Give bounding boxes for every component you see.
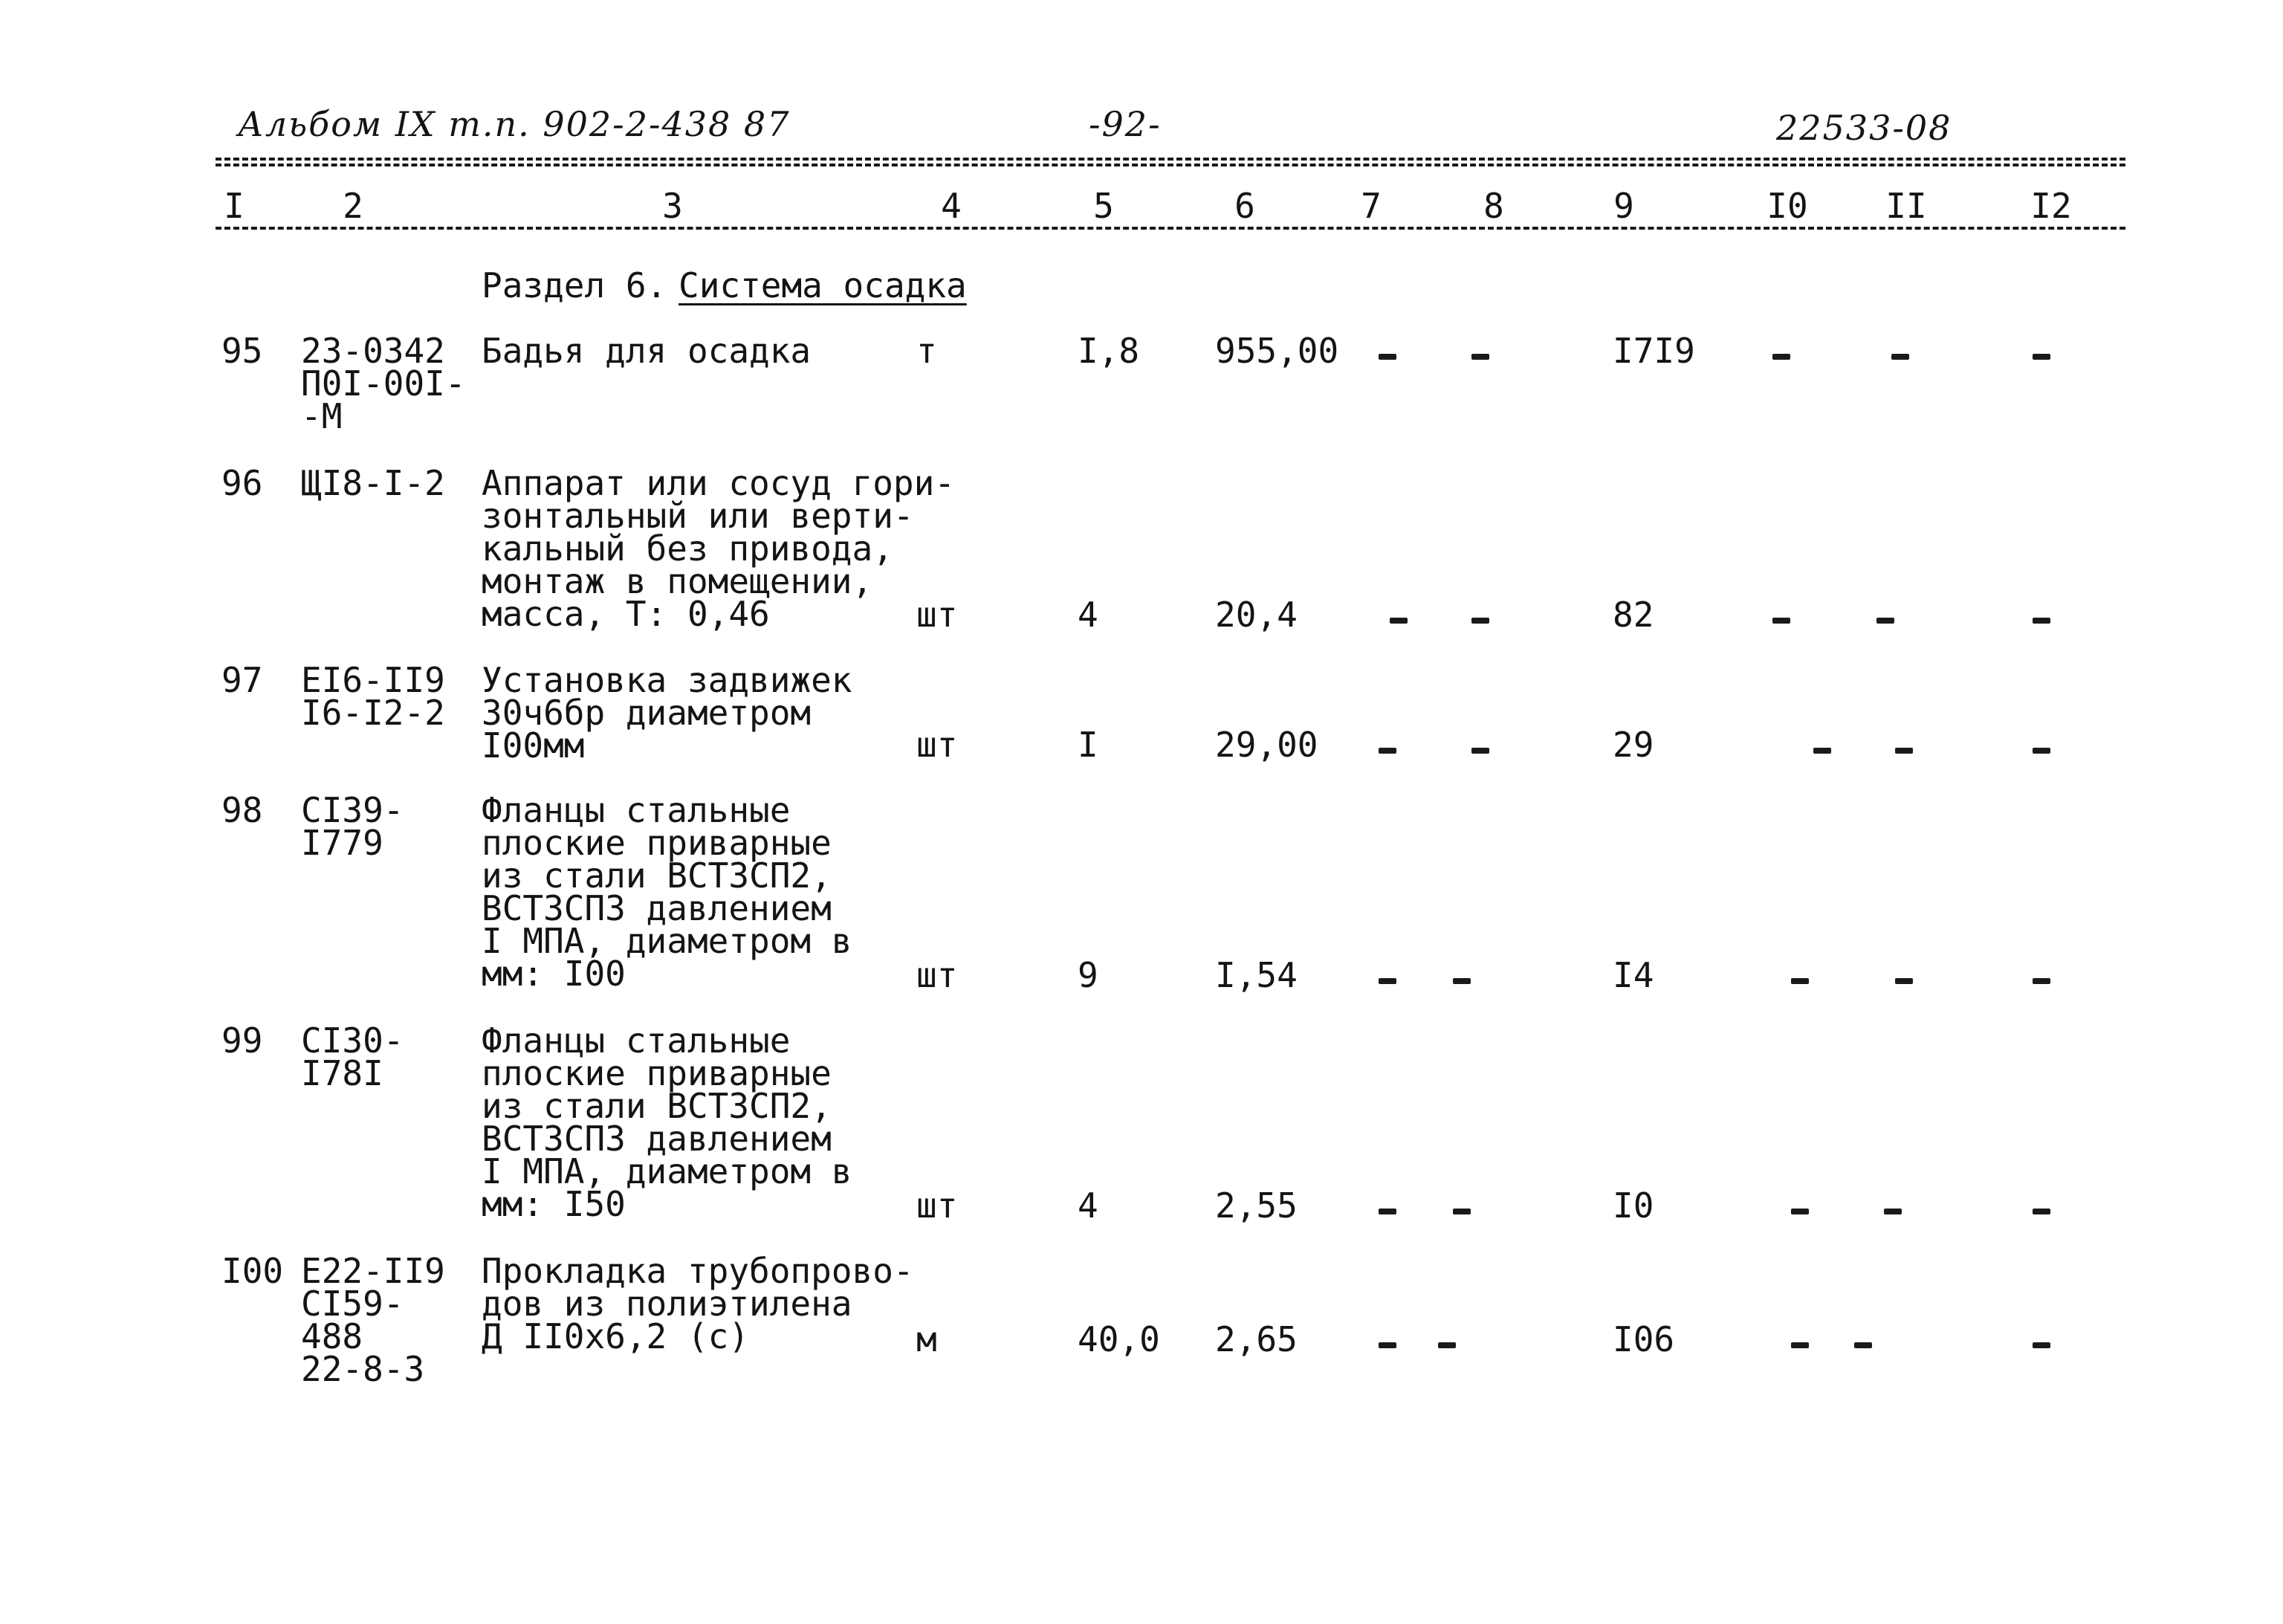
row-description: Бадья для осадка [482,331,812,371]
column-header-rule [216,227,2125,230]
row-col12-empty [2033,618,2050,624]
row-col11-empty [1891,354,1909,360]
row-total: I7I9 [1613,331,1695,371]
row-col10-empty [1791,978,1809,984]
row-total: 82 [1613,595,1654,635]
row-code: Е22-II9 СI59- 488 22-8-3 [301,1251,445,1389]
row-price: 2,65 [1215,1319,1298,1359]
row-total: I4 [1613,955,1654,995]
column-number: I0 [1767,186,1808,226]
row-col12-empty [2033,978,2050,984]
row-description: Фланцы стальные плоские приварные из стали ВСТ3СП2, ВСТ3СП3 давлением I МПА, диаметром в мм: I50 [482,1020,852,1224]
row-col7-empty [1379,1342,1396,1348]
row-number: 95 [221,331,263,371]
row-code: СI39- I779 [301,790,404,863]
row-col12-empty [2033,1209,2050,1214]
row-total: 29 [1613,725,1654,765]
page-number: -92- [1089,104,1162,144]
row-col7-empty [1390,618,1408,624]
row-col8-empty [1453,1209,1471,1214]
row-col8-empty [1453,978,1471,984]
section-prefix: Раздел 6. [482,265,667,305]
row-number: 96 [221,463,263,503]
column-number: I [224,186,245,226]
document-code: 22533-08 [1776,108,1952,148]
row-description: Аппарат или сосуд гори- зонтальный или верти- кальный без привода, монтаж в помещении, масса, Т: 0,46 [482,463,955,634]
row-col10-empty [1813,748,1831,754]
row-number: 97 [221,660,263,700]
header-rule [216,158,2125,161]
row-col11-empty [1884,1209,1902,1214]
row-unit: шт [916,1185,958,1226]
row-unit: шт [916,955,958,995]
row-col7-empty [1379,354,1396,360]
row-col10-empty [1791,1342,1809,1348]
row-col8-empty [1471,618,1489,624]
row-unit: шт [916,595,958,635]
row-quantity: 4 [1078,1185,1098,1226]
column-number: 9 [1613,186,1634,226]
row-col8-empty [1471,354,1489,360]
column-number: 6 [1234,186,1255,226]
row-price: 29,00 [1215,725,1318,765]
row-price: I,54 [1215,955,1298,995]
row-quantity: 40,0 [1078,1319,1160,1359]
row-quantity: 9 [1078,955,1098,995]
row-price: 2,55 [1215,1185,1298,1226]
column-number: 5 [1093,186,1114,226]
row-code: 23-0342 П0I-00I- -М [301,331,466,436]
row-col8-empty [1471,748,1489,754]
row-col10-empty [1772,354,1790,360]
row-code: СI30- I78I [301,1020,404,1093]
row-price: 20,4 [1215,595,1298,635]
row-col10-empty [1772,618,1790,624]
row-description: Прокладка трубопрово- дов из полиэтилена Д II0х6,2 (с) [482,1251,914,1356]
column-number: 3 [662,186,683,226]
header-rule-lower [216,164,2125,166]
row-quantity: I [1078,725,1098,765]
row-col7-empty [1379,978,1396,984]
row-total: I06 [1613,1319,1675,1359]
row-description: Фланцы стальные плоские приварные из стали ВСТ3СП2, ВСТ3СП3 давлением I МПА, диаметром в мм: I00 [482,790,852,994]
column-number: 8 [1483,186,1504,226]
column-number: 7 [1361,186,1382,226]
row-col7-empty [1379,748,1396,754]
row-quantity: 4 [1078,595,1098,635]
row-quantity: I,8 [1078,331,1140,371]
column-number: 2 [343,186,363,226]
row-description: Установка задвижек 30ч6бр диаметром I00мм [482,660,852,766]
column-number: II [1885,186,1927,226]
row-number: 99 [221,1020,263,1061]
section-title: Система осадка [679,265,967,305]
row-col11-empty [1895,978,1913,984]
row-col10-empty [1791,1209,1809,1214]
row-total: I0 [1613,1185,1654,1226]
row-unit: шт [916,725,958,765]
row-price: 955,00 [1215,331,1339,371]
column-number: I2 [2030,186,2072,226]
row-code: ЕI6-II9 I6-I2-2 [301,660,445,733]
row-unit: т [916,331,937,371]
column-number: 4 [941,186,962,226]
row-number: I00 [221,1251,284,1291]
row-col12-empty [2033,354,2050,360]
row-col7-empty [1379,1209,1396,1214]
row-col8-empty [1438,1342,1456,1348]
row-col11-empty [1895,748,1913,754]
row-col11-empty [1876,618,1894,624]
row-number: 98 [221,790,263,830]
row-col12-empty [2033,1342,2050,1348]
album-reference: Альбом IX т.п. 902-2-438 87 [238,104,791,144]
row-code: ЩI8-I-2 [301,463,445,503]
row-col12-empty [2033,748,2050,754]
row-unit: м [916,1319,937,1359]
row-col11-empty [1854,1342,1872,1348]
